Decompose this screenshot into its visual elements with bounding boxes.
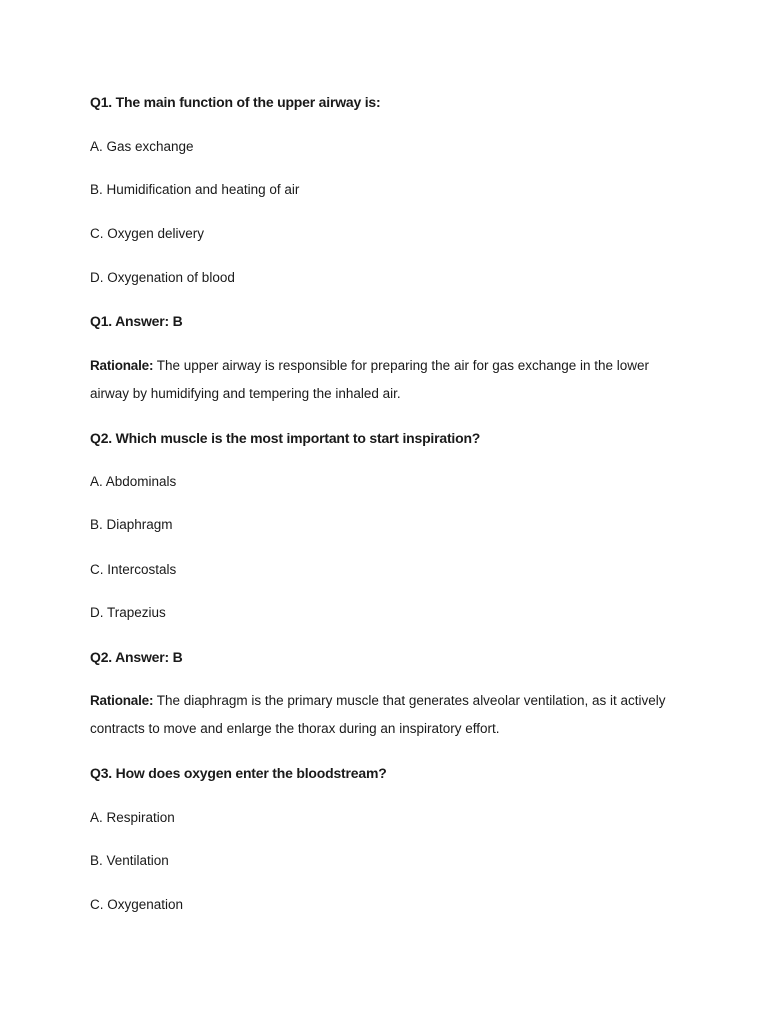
- question-2-title: Q2. Which muscle is the most important to start inspiration?: [90, 430, 481, 446]
- question-1-option-b: B. Humidification and heating of air: [90, 182, 300, 197]
- question-1-option-c: C. Oxygen delivery: [90, 226, 205, 241]
- rationale-text: The diaphragm is the primary muscle that generates alveolar ventilation, as it actively contracts to move and enlarge the thorax during an inspiratory effort.: [90, 693, 666, 736]
- question-2-option-c: C. Intercostals: [90, 562, 177, 577]
- rationale-label: Rationale:: [90, 693, 154, 708]
- document-page: [90, 0, 690, 1024]
- question-2-rationale: [90, 687, 680, 743]
- question-1-option-a: A. Gas exchange: [90, 139, 194, 154]
- question-2-option-d: D. Trapezius: [90, 605, 166, 620]
- question-2-option-a: A. Abdominals: [90, 474, 177, 489]
- question-2-answer: Q2. Answer: B: [90, 649, 183, 665]
- question-3-option-b: B. Ventilation: [90, 853, 169, 868]
- question-3-option-a: A. Respiration: [90, 810, 175, 825]
- rationale-label: Rationale:: [90, 358, 154, 373]
- question-3-title: Q3. How does oxygen enter the bloodstream?: [90, 765, 387, 781]
- question-1-title: Q1. The main function of the upper airway is:: [90, 94, 381, 110]
- rationale-text: The upper airway is responsible for preparing the air for gas exchange in the lower airway by humidifying and tempering the inhaled air.: [90, 358, 650, 401]
- question-2-option-b: B. Diaphragm: [90, 517, 173, 532]
- question-1-rationale: [90, 352, 680, 408]
- question-3-option-c: C. Oxygenation: [90, 897, 184, 912]
- question-1-option-d: D. Oxygenation of blood: [90, 270, 235, 285]
- question-1-answer: Q1. Answer: B: [90, 313, 183, 329]
